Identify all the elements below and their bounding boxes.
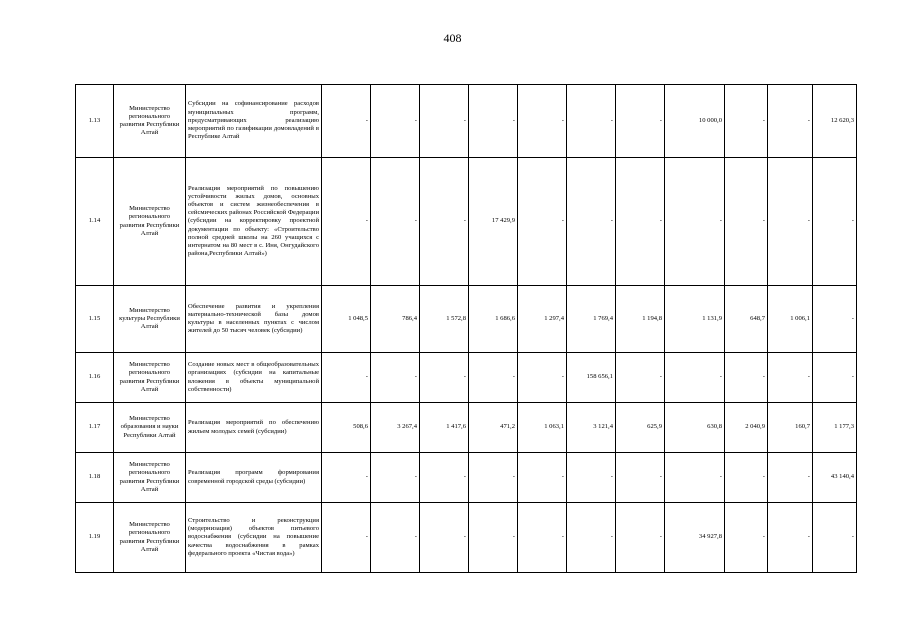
measure-description: Реализация программ формирования современной городской среды (субсидии) [186, 453, 322, 503]
funding-value: 1 769,4 [567, 286, 616, 353]
measure-description: Создание новых мест в общеобразовательных организациях (субсидии на капитальные вложения в объекты муниципальной собственности) [186, 353, 322, 403]
funding-value: - [616, 503, 665, 573]
funding-value: - [725, 503, 768, 573]
funding-value: - [813, 286, 857, 353]
funding-value: - [567, 85, 616, 158]
funding-value: - [616, 353, 665, 403]
funding-value: 3 121,4 [567, 403, 616, 453]
funding-value: - [813, 503, 857, 573]
funding-value: 43 140,4 [813, 453, 857, 503]
funding-value: - [322, 453, 371, 503]
funding-value: 17 429,9 [469, 158, 518, 286]
funding-value: 1 686,6 [469, 286, 518, 353]
table-row [76, 503, 857, 573]
funding-value: - [768, 158, 813, 286]
measure-description: Строительство и реконструкция (модернизация) объектов питьевого водоснабжения (субсидии на повышение качества водоснабжения в рамках федерального проекта «Чистая вода») [186, 503, 322, 573]
funding-value: - [567, 158, 616, 286]
responsible-ministry: Министерство регионального развития Республики Алтай [114, 353, 186, 403]
funding-value: - [518, 158, 567, 286]
funding-value: 1 177,3 [813, 403, 857, 453]
funding-value: 1 048,5 [322, 286, 371, 353]
responsible-ministry: Министерство регионального развития Республики Алтай [114, 453, 186, 503]
responsible-ministry: Министерство регионального развития Республики Алтай [114, 503, 186, 573]
measure-description: Субсидии на софинансирование расходов муниципальных программ, предусматривающих реализацию мероприятий по газификации домовладений в Республике Алтай [186, 85, 322, 158]
responsible-ministry: Министерство регионального развития Республики Алтай [114, 85, 186, 158]
funding-value: - [420, 453, 469, 503]
funding-value: - [813, 353, 857, 403]
funding-value: - [518, 353, 567, 403]
funding-value: - [768, 85, 813, 158]
row-number: 1.19 [76, 503, 114, 573]
funding-value: - [665, 353, 725, 403]
row-number: 1.15 [76, 286, 114, 353]
funding-value: - [768, 453, 813, 503]
funding-value: - [518, 503, 567, 573]
funding-value: 1 194,8 [616, 286, 665, 353]
funding-value: 12 620,3 [813, 85, 857, 158]
funding-value: 1 572,8 [420, 286, 469, 353]
measure-description: Реализация мероприятий по повышению устойчивости жилых домов, основных объектов и систем жизнеобеспечения в сейсмических районах Российской Федерации (субсидии на корректировку проектной документации по объекту: «Строительство полной средней школы на 260 учащихся с интернатом на 80 мест в с. Иня, Онгудайского района,Республики Алтай») [186, 158, 322, 286]
row-number: 1.16 [76, 353, 114, 403]
row-number: 1.14 [76, 158, 114, 286]
funding-value: - [567, 453, 616, 503]
responsible-ministry: Министерство регионального развития Республики Алтай [114, 158, 186, 286]
funding-value: - [616, 453, 665, 503]
row-number: 1.13 [76, 85, 114, 158]
funding-value: 1 417,6 [420, 403, 469, 453]
funding-value: 3 267,4 [371, 403, 420, 453]
funding-value: - [616, 85, 665, 158]
funding-value: - [469, 85, 518, 158]
funding-value: - [322, 158, 371, 286]
table-row [76, 85, 857, 158]
funding-value: - [322, 85, 371, 158]
funding-value: - [768, 503, 813, 573]
funding-value: - [469, 453, 518, 503]
funding-value: 471,2 [469, 403, 518, 453]
measure-description: Реализация мероприятий по обеспечению жильем молодых семей (субсидии) [186, 403, 322, 453]
funding-value: - [725, 353, 768, 403]
page-number: 408 [443, 31, 462, 45]
table-row [76, 403, 857, 453]
measure-description: Обеспечение развития и укрепления материально-технической базы домов культуры в населенных пунктах с числом жителей до 50 тысяч человек (субсидии) [186, 286, 322, 353]
funding-value: - [322, 353, 371, 403]
funding-value: 625,9 [616, 403, 665, 453]
funding-value: 160,7 [768, 403, 813, 453]
responsible-ministry: Министерство культуры Республики Алтай [114, 286, 186, 353]
funding-value: - [518, 453, 567, 503]
funding-value: - [420, 353, 469, 403]
funding-value: 508,6 [322, 403, 371, 453]
funding-value: - [813, 158, 857, 286]
row-number: 1.18 [76, 453, 114, 503]
row-number: 1.17 [76, 403, 114, 453]
funding-value: 1 131,9 [665, 286, 725, 353]
funding-value: - [420, 503, 469, 573]
funding-value: - [371, 453, 420, 503]
funding-value: - [371, 503, 420, 573]
funding-value: 630,8 [665, 403, 725, 453]
funding-value: - [371, 158, 420, 286]
funding-value: - [371, 85, 420, 158]
funding-value: - [469, 503, 518, 573]
funding-value: - [469, 353, 518, 403]
funding-value: - [616, 158, 665, 286]
funding-value: 10 000,0 [665, 85, 725, 158]
funding-value: 1 063,1 [518, 403, 567, 453]
funding-value: - [518, 85, 567, 158]
funding-value: - [567, 503, 616, 573]
funding-value: 786,4 [371, 286, 420, 353]
table-row [76, 453, 857, 503]
budget-table [75, 84, 857, 573]
funding-value: - [725, 453, 768, 503]
funding-value: - [420, 158, 469, 286]
funding-value: 1 297,4 [518, 286, 567, 353]
responsible-ministry: Министерство образования и науки Республики Алтай [114, 403, 186, 453]
funding-value: - [665, 158, 725, 286]
funding-value: - [768, 353, 813, 403]
funding-value: - [420, 85, 469, 158]
funding-value: 2 040,9 [725, 403, 768, 453]
table-row [76, 286, 857, 353]
funding-value: 34 927,8 [665, 503, 725, 573]
table-row [76, 353, 857, 403]
funding-value: - [371, 353, 420, 403]
funding-value: - [665, 453, 725, 503]
funding-value: 648,7 [725, 286, 768, 353]
funding-value: - [322, 503, 371, 573]
table-row [76, 158, 857, 286]
funding-value: - [725, 85, 768, 158]
funding-value: - [725, 158, 768, 286]
funding-value: 1 006,1 [768, 286, 813, 353]
funding-value: 158 656,1 [567, 353, 616, 403]
